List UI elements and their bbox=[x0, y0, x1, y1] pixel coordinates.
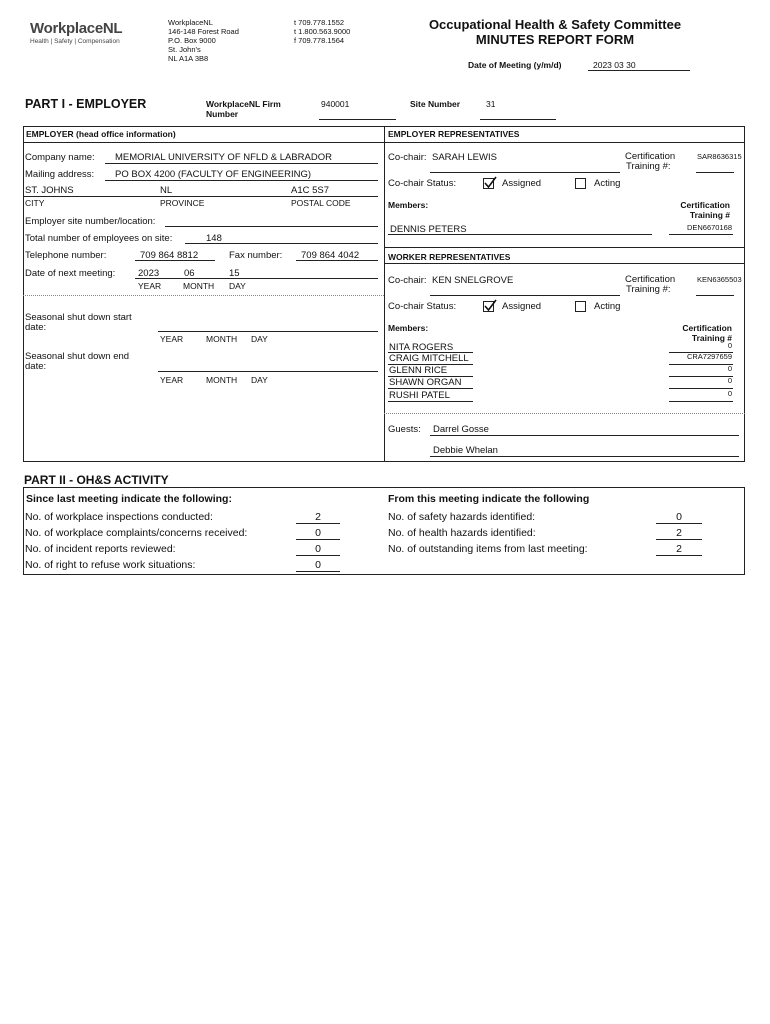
emp-member-cert-underline bbox=[669, 234, 733, 235]
postal-code-label: POSTAL CODE bbox=[291, 198, 351, 208]
address-line: NL A1A 3B8 bbox=[168, 54, 209, 63]
firm-label bbox=[206, 99, 281, 119]
activity-label: No. of right to refuse work situations: bbox=[25, 559, 196, 571]
activity-value[interactable]: 0 bbox=[315, 527, 321, 539]
shutdown-end-label-line1: Seasonal shut down end bbox=[25, 351, 130, 362]
employer-reps-title: EMPLOYER REPRESENTATIVES bbox=[388, 129, 520, 139]
part2-title: PART II - OH&S ACTIVITY bbox=[24, 473, 169, 487]
wrk-member-name[interactable]: GLENN RICE bbox=[389, 365, 448, 376]
address-line: St. John's bbox=[168, 45, 201, 54]
shutdown-start-label-line1: Seasonal shut down start bbox=[25, 312, 132, 323]
phone-block bbox=[294, 18, 384, 45]
shutdown-start-underline[interactable] bbox=[158, 331, 378, 332]
telephone-underline bbox=[135, 260, 215, 261]
wrk-cochair-underline bbox=[430, 295, 620, 296]
employer-dotted-divider bbox=[23, 295, 384, 296]
wrk-cochair-name[interactable]: KEN SNELGROVE bbox=[432, 275, 514, 286]
form-title bbox=[395, 17, 715, 47]
wrk-cert-label-line2: Training #: bbox=[626, 284, 671, 295]
next-meeting-label: Date of next meeting: bbox=[25, 268, 116, 279]
emp-members-cert-line2: Training # bbox=[689, 210, 730, 220]
mailing-address-label: Mailing address: bbox=[25, 169, 95, 180]
shutdown-end-month-label: MONTH bbox=[206, 375, 238, 385]
emp-member-cert[interactable]: DEN6670168 bbox=[686, 223, 732, 232]
activity-label: No. of workplace inspections conducted: bbox=[25, 511, 213, 523]
address-block bbox=[168, 18, 278, 63]
wrk-cert-underline bbox=[696, 295, 734, 296]
site-location-label: Employer site number/location: bbox=[25, 216, 156, 227]
emp-member-underline bbox=[388, 234, 652, 235]
worker-reps-header-line bbox=[384, 263, 745, 264]
activity-underline bbox=[296, 555, 340, 556]
worker-reps-top-line bbox=[384, 247, 745, 248]
shutdown-end-label-line2: date: bbox=[25, 361, 47, 372]
province-value[interactable]: NL bbox=[160, 185, 173, 196]
address-line: WorkplaceNL bbox=[168, 18, 213, 27]
wrk-acting-checkbox[interactable] bbox=[575, 301, 586, 312]
wrk-cert-label bbox=[625, 275, 675, 295]
firm-label-line2: Number bbox=[206, 109, 239, 119]
wrk-member-underline bbox=[388, 388, 473, 389]
emp-members-label: Members: bbox=[388, 200, 429, 210]
mailing-address-value[interactable]: PO BOX 4200 (FACULTY OF ENGINEERING) bbox=[115, 169, 312, 180]
company-name-label: Company name: bbox=[25, 152, 95, 163]
emp-cert-label-line1: Certification bbox=[625, 151, 676, 162]
emp-cochair-cert[interactable]: SAR8636315 bbox=[697, 152, 742, 161]
next-meeting-day[interactable]: 15 bbox=[229, 268, 240, 279]
shutdown-start-day-label: DAY bbox=[251, 334, 268, 344]
wrk-cochair-label: Co-chair: bbox=[388, 275, 427, 286]
part2-right-heading: From this meeting indicate the following bbox=[388, 493, 590, 505]
emp-cochair-label: Co-chair: bbox=[388, 152, 427, 163]
next-day-label: DAY bbox=[229, 281, 246, 291]
guest-name[interactable]: Debbie Whelan bbox=[433, 445, 498, 456]
emp-cochair-status-label: Co-chair Status: bbox=[388, 178, 457, 189]
company-underline bbox=[105, 163, 378, 164]
emp-cochair-underline bbox=[430, 172, 620, 173]
next-meeting-year[interactable]: 2023 bbox=[138, 268, 160, 279]
date-of-meeting-value[interactable]: 2023 03 30 bbox=[593, 60, 636, 70]
activity-underline bbox=[656, 523, 702, 524]
phone-line: f 709.778.1564 bbox=[294, 36, 345, 45]
wrk-members-cert-label bbox=[650, 323, 732, 343]
activity-underline bbox=[656, 539, 702, 540]
phone-line: t 709.778.1552 bbox=[294, 18, 345, 27]
logo-text: WorkplaceNL bbox=[30, 20, 123, 37]
city-label: CITY bbox=[25, 198, 45, 208]
emp-cert-label bbox=[625, 152, 675, 172]
form-title-line2: MINUTES REPORT FORM bbox=[475, 32, 635, 47]
wrk-cochair-cert[interactable]: KEN6365503 bbox=[697, 275, 742, 284]
address-underline bbox=[23, 196, 378, 197]
site-number-underline bbox=[480, 119, 556, 120]
telephone-value[interactable]: 709 864 8812 bbox=[140, 250, 199, 261]
checkmark-icon bbox=[483, 176, 497, 190]
wrk-member-cert[interactable]: 0 bbox=[727, 389, 732, 398]
checkmark-icon bbox=[483, 299, 497, 313]
firm-label-line1: WorkplaceNL Firm bbox=[206, 99, 281, 109]
guest-name[interactable]: Darrel Gosse bbox=[433, 424, 489, 435]
wrk-member-cert[interactable]: 0 bbox=[727, 341, 732, 350]
firm-number-underline bbox=[319, 119, 396, 120]
activity-label: No. of health hazards identified: bbox=[388, 527, 536, 539]
part1-title: PART I - EMPLOYER bbox=[25, 97, 147, 111]
activity-label: No. of safety hazards identified: bbox=[388, 511, 536, 523]
part1-header-line bbox=[23, 142, 745, 143]
guest-underline bbox=[430, 456, 739, 457]
city-value[interactable]: ST. JOHNS bbox=[25, 185, 74, 196]
firm-number-value[interactable]: 940001 bbox=[321, 99, 350, 109]
emp-cert-underline bbox=[696, 172, 734, 173]
guests-label: Guests: bbox=[388, 424, 421, 435]
shutdown-start-month-label: MONTH bbox=[206, 334, 238, 344]
wrk-acting-label: Acting bbox=[594, 301, 621, 312]
activity-underline bbox=[296, 571, 340, 572]
logo-tagline: Health | Safety | Compensation bbox=[30, 38, 120, 45]
emp-members-cert-line1: Certification bbox=[680, 200, 730, 210]
activity-value[interactable]: 2 bbox=[676, 527, 682, 539]
phone-line: t 1.800.563.9000 bbox=[294, 27, 351, 36]
next-year-label: YEAR bbox=[138, 281, 162, 291]
shutdown-end-year-label: YEAR bbox=[160, 375, 184, 385]
fax-label: Fax number: bbox=[229, 250, 283, 261]
wrk-member-name[interactable]: SHAWN ORGAN bbox=[389, 377, 462, 388]
wrk-member-underline bbox=[388, 401, 473, 402]
wrk-member-name[interactable]: CRAIG MITCHELL bbox=[389, 353, 469, 364]
date-of-meeting-label: Date of Meeting (y/m/d) bbox=[468, 60, 562, 70]
activity-value[interactable]: 2 bbox=[315, 511, 321, 523]
date-underline bbox=[588, 70, 690, 71]
activity-label: No. of workplace complaints/concerns received: bbox=[25, 527, 248, 539]
wrk-member-name[interactable]: NITA ROGERS bbox=[389, 342, 454, 353]
site-number-label: Site Number bbox=[410, 99, 461, 109]
total-employees-value[interactable]: 148 bbox=[206, 233, 222, 244]
activity-underline bbox=[296, 539, 340, 540]
address-line: P.O. Box 9000 bbox=[168, 36, 216, 45]
wrk-cert-label-line1: Certification bbox=[625, 274, 676, 285]
wrk-member-cert[interactable]: 0 bbox=[727, 364, 732, 373]
activity-value[interactable]: 0 bbox=[315, 559, 321, 571]
part1-divider bbox=[384, 126, 385, 462]
company-name-value[interactable]: MEMORIAL UNIVERSITY OF NFLD & LABRADOR bbox=[115, 152, 332, 163]
mailing-underline bbox=[105, 180, 378, 181]
activity-value[interactable]: 2 bbox=[676, 543, 682, 555]
wrk-member-cert[interactable]: 0 bbox=[727, 376, 732, 385]
site-number-value[interactable]: 31 bbox=[486, 99, 496, 109]
shutdown-start-label bbox=[25, 313, 132, 333]
emp-cochair-name[interactable]: SARAH LEWIS bbox=[432, 152, 497, 163]
shutdown-end-day-label: DAY bbox=[251, 375, 268, 385]
total-employees-underline bbox=[185, 243, 378, 244]
activity-label: No. of incident reports reviewed: bbox=[25, 543, 176, 555]
emp-assigned-checkbox[interactable] bbox=[483, 178, 494, 189]
emp-cert-label-line2: Training #: bbox=[626, 161, 671, 172]
activity-value[interactable]: 0 bbox=[315, 543, 321, 555]
wrk-members-cert-line2: Training # bbox=[691, 333, 732, 343]
emp-members-cert-label bbox=[650, 200, 730, 220]
guest-underline bbox=[430, 435, 739, 436]
next-meeting-month[interactable]: 06 bbox=[184, 268, 195, 279]
shutdown-start-label-line2: date: bbox=[25, 322, 47, 333]
workplacenl-logo bbox=[30, 20, 145, 50]
emp-acting-checkbox[interactable] bbox=[575, 178, 586, 189]
emp-assigned-label: Assigned bbox=[502, 178, 542, 189]
site-location-underline bbox=[165, 226, 378, 227]
activity-underline bbox=[656, 555, 702, 556]
wrk-cochair-status-label: Co-chair Status: bbox=[388, 301, 457, 312]
emp-acting-label: Acting bbox=[594, 178, 621, 189]
wrk-member-name[interactable]: RUSHI PATEL bbox=[389, 390, 450, 401]
employer-section-title: EMPLOYER (head office information) bbox=[26, 129, 176, 139]
wrk-assigned-label: Assigned bbox=[502, 301, 542, 312]
worker-reps-title: WORKER REPRESENTATIVES bbox=[388, 252, 511, 262]
total-employees-label: Total number of employees on site: bbox=[25, 233, 173, 244]
fax-underline bbox=[296, 260, 378, 261]
part2-left-heading: Since last meeting indicate the following: bbox=[26, 493, 232, 505]
next-month-label: MONTH bbox=[183, 281, 215, 291]
wrk-member-cert-underline bbox=[669, 401, 733, 402]
activity-value[interactable]: 0 bbox=[676, 511, 682, 523]
activity-underline bbox=[296, 523, 340, 524]
telephone-label: Telephone number: bbox=[25, 250, 107, 261]
emp-member-name[interactable]: DENNIS PETERS bbox=[390, 224, 467, 235]
postal-code-value[interactable]: A1C 5S7 bbox=[291, 185, 330, 196]
form-title-line1: Occupational Health & Safety Committee bbox=[428, 17, 682, 32]
reps-dotted-divider bbox=[384, 413, 745, 414]
shutdown-end-underline[interactable] bbox=[158, 371, 378, 372]
fax-value[interactable]: 709 864 4042 bbox=[301, 250, 360, 261]
wrk-member-cert[interactable]: CRA7297659 bbox=[686, 352, 732, 361]
activity-label: No. of outstanding items from last meeting: bbox=[388, 543, 588, 555]
wrk-assigned-checkbox[interactable] bbox=[483, 301, 494, 312]
address-line: 146-148 Forest Road bbox=[168, 27, 239, 36]
province-label: PROVINCE bbox=[160, 198, 205, 208]
wrk-members-label: Members: bbox=[388, 323, 429, 333]
shutdown-start-year-label: YEAR bbox=[160, 334, 184, 344]
wrk-members-cert-line1: Certification bbox=[682, 323, 732, 333]
next-meeting-underline bbox=[135, 278, 378, 279]
shutdown-end-label bbox=[25, 352, 129, 372]
